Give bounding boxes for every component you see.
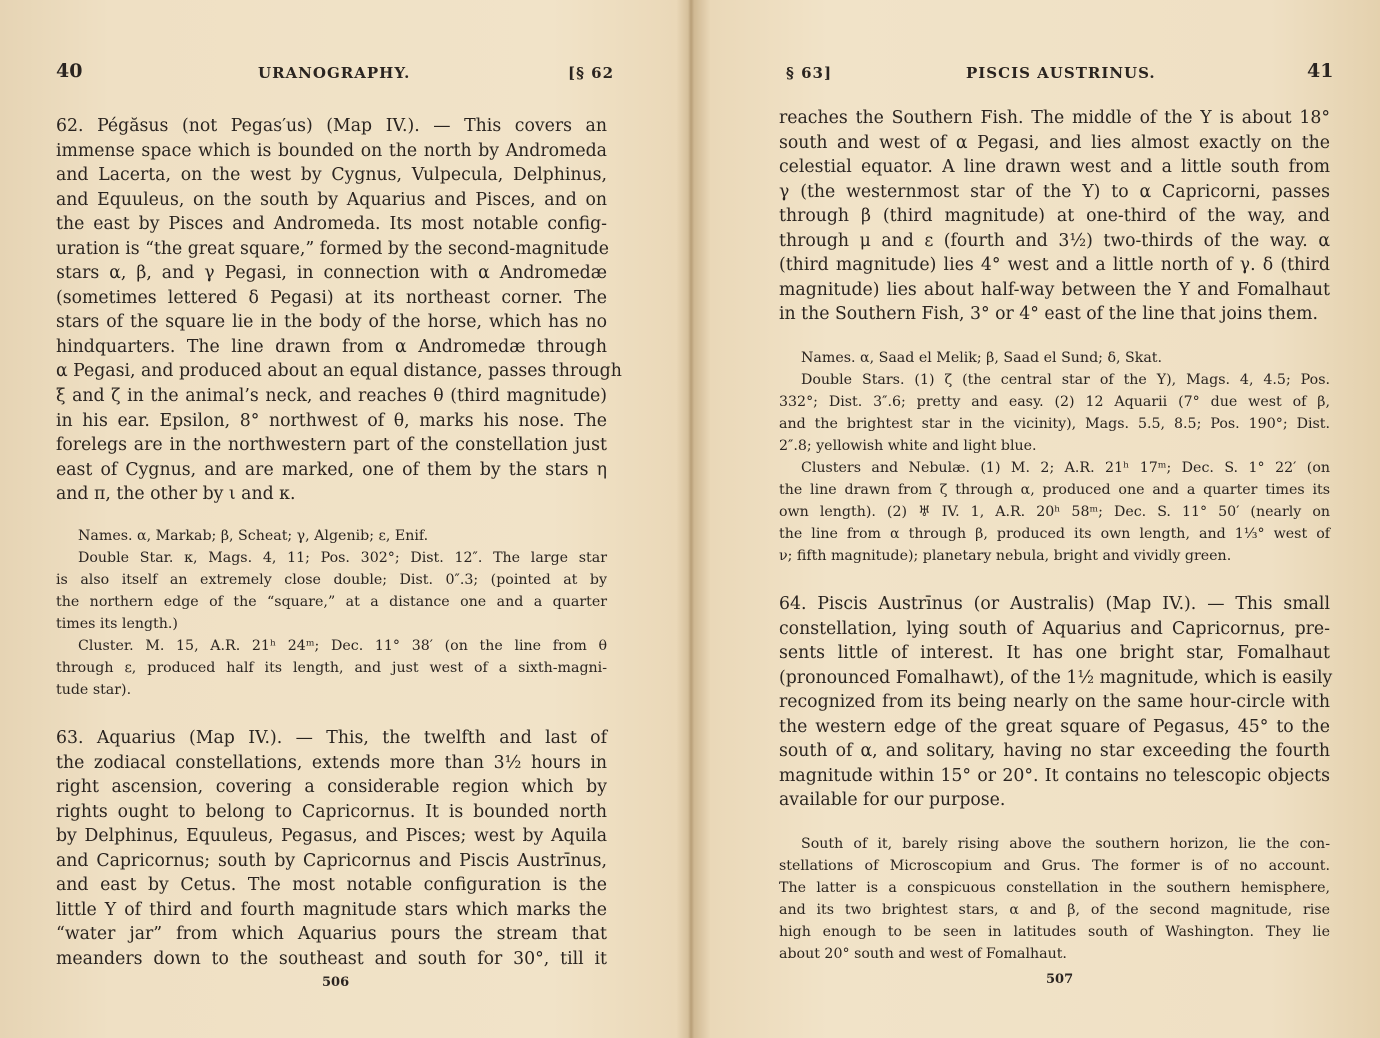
text-line: south and west of α Pegasi, and lies almost exactly on the xyxy=(779,132,1330,153)
note-line: and its two brightest stars, α and β, of the second magnitude, rise xyxy=(779,902,1330,918)
section-64-notes xyxy=(779,833,1330,965)
note-line: high enough to be seen in latitudes south of Washington. They lie xyxy=(779,924,1330,940)
text-line: and Capricornus; south by Capricornus and Piscis Austrīnus, xyxy=(56,850,607,871)
text-line: (third magnitude) lies 4° west and a little north of γ. δ (third xyxy=(779,255,1330,276)
note-line: Names. α, Saad el Melik; β, Saad el Sund; δ, Skat. xyxy=(801,350,1162,366)
note-line: the line from α through β, produced its own length, and 1⅓° west of xyxy=(779,526,1330,542)
note-line: Clusters and Nebulæ. (1) M. 2; A.R. 21ʰ 17ᵐ; Dec. S. 1° 22′ (on xyxy=(801,460,1330,476)
note-line: Names. α, Markab; β, Scheat; γ, Algenib; ε, Enif. xyxy=(78,528,429,544)
text-line: east of Cygnus, and are marked, one of them by the stars η xyxy=(56,459,607,480)
running-head: PISCIS AUSTRINUS. xyxy=(966,64,1156,82)
note-line: Double Stars. (1) ζ (the central star of the Y), Mags. 4, 4.5; Pos. xyxy=(801,372,1330,388)
note-line: The latter is a conspicuous constellation in the southern hemisphere, xyxy=(779,880,1330,896)
text-line: the western edge of the great square of Pegasus, 45° to the xyxy=(779,716,1330,737)
text-line: stars of the square lie in the body of the horse, which has no xyxy=(56,312,607,333)
text-line: stars α, β, and γ Pegasi, in connection with α Andromedæ xyxy=(56,263,607,284)
note-line: own length). (2) ♅ IV. 1, A.R. 20ʰ 58ᵐ; Dec. S. 11° 50′ (nearly on xyxy=(779,504,1330,520)
text-line: constellation, lying south of Aquarius and Capricornus, pre- xyxy=(779,618,1330,639)
text-line: meanders down to the southeast and south for 30°, till it xyxy=(56,948,607,969)
note-line: 332°; Dist. 3″.6; pretty and easy. (2) 12 Aquarii (7° due west of β, xyxy=(779,394,1330,410)
text-line: and Lacerta, on the west by Cygnus, Vulpecula, Delphinus, xyxy=(56,165,607,186)
text-line: and π, the other by ι and κ. xyxy=(56,484,296,505)
text-line: through β (third magnitude) at one-third of the way, and xyxy=(779,206,1330,227)
note-line: the line drawn from ζ through α, produced one and a quarter times its xyxy=(779,482,1330,498)
text-line: “water jar” from which Aquarius pours the stream that xyxy=(56,924,607,945)
note-line: times its length.) xyxy=(56,616,178,632)
note-line: Double Star. κ, Mags. 4, 11; Pos. 302°; Dist. 12″. The large star xyxy=(78,550,607,566)
page-number: 41 xyxy=(1307,60,1334,82)
text-line: recognized from its being nearly on the same hour-circle with xyxy=(779,692,1330,713)
section-62-paragraph xyxy=(56,114,622,507)
note-line: stellations of Microscopium and Grus. The former is of no account. xyxy=(779,858,1330,874)
section-63-continuation xyxy=(779,106,1330,327)
text-line: little Y of third and fourth magnitude stars which marks the xyxy=(56,899,607,920)
section-ref: § 63] xyxy=(786,64,833,82)
text-line: reaches the Southern Fish. The middle of the Y is about 18° xyxy=(779,108,1330,128)
text-line: 62. Pégăsus (not Pegas′us) (Map IV.). — This covers an xyxy=(56,116,607,136)
text-line: south of α, and solitary, having no star exceeding the fourth xyxy=(779,741,1330,762)
note-line: South of it, barely rising above the southern horizon, lie the con- xyxy=(801,836,1330,852)
section-63-notes xyxy=(779,347,1330,567)
note-line: and the brightest star in the vicinity), Mags. 5.5, 8.5; Pos. 190°; Dist. xyxy=(779,416,1330,432)
text-line: through μ and ε (fourth and 3½) two-thirds of the way. α xyxy=(779,230,1330,251)
text-line: (pronounced Fomalhawt), of the 1½ magnitude, which is easily xyxy=(779,667,1333,688)
text-line: sents little of interest. It has one bright star, Fomalhaut xyxy=(779,643,1330,664)
text-line: and east by Cetus. The most notable configuration is the xyxy=(56,875,607,896)
page-number: 40 xyxy=(56,60,83,82)
text-line: α Pegasi, and produced about an equal distance, passes through xyxy=(56,361,622,382)
note-line: 2″.8; yellowish white and light blue. xyxy=(779,438,1037,454)
text-line: γ (the westernmost star of the Y) to α Capricorni, passes xyxy=(779,181,1330,202)
section-64-paragraph xyxy=(779,592,1333,813)
text-line: magnitude within 15° or 20°. It contains no telescopic objects xyxy=(779,765,1330,786)
signature-mark: 506 xyxy=(322,975,350,990)
text-line: in the Southern Fish, 3° or 4° east of the line that joins them. xyxy=(779,304,1319,325)
text-line: forelegs are in the northwestern part of the constellation just xyxy=(56,435,607,456)
text-line: by Delphinus, Equuleus, Pegasus, and Pisces; west by Aquila xyxy=(56,826,607,847)
note-line: about 20° south and west of Fomalhaut. xyxy=(779,946,1067,962)
text-line: and Equuleus, on the south by Aquarius and Pisces, and on xyxy=(56,189,607,210)
text-line: 63. Aquarius (Map IV.). — This, the twelfth and last of xyxy=(56,728,607,748)
text-line: available for our purpose. xyxy=(779,790,1006,811)
text-line: magnitude) lies about half-way between the Y and Fomalhaut xyxy=(779,279,1330,300)
right-page xyxy=(690,0,1380,1038)
note-line: ν; fifth magnitude); planetary nebula, bright and vividly green. xyxy=(779,548,1232,564)
note-line: Cluster. M. 15, A.R. 21ʰ 24ᵐ; Dec. 11° 38′ (on the line from θ xyxy=(78,638,607,654)
running-head: URANOGRAPHY. xyxy=(258,64,411,82)
text-line: ξ and ζ in the animal’s neck, and reaches θ (third magnitude) xyxy=(56,386,607,407)
text-line: celestial equator. A line drawn west and a little south from xyxy=(779,157,1330,178)
text-line: 64. Piscis Austrīnus (or Australis) (Map IV.). — This small xyxy=(779,594,1330,614)
text-line: right ascension, covering a considerable region which by xyxy=(56,777,607,798)
note-line: the northern edge of the “square,” at a distance one and a quarter xyxy=(56,594,607,610)
text-line: immense space which is bounded on the north by Andromeda xyxy=(56,140,607,161)
section-62-notes xyxy=(56,525,607,701)
text-line: rights ought to belong to Capricornus. It is bounded north xyxy=(56,801,607,822)
section-63-paragraph xyxy=(56,726,607,971)
text-line: (sometimes lettered δ Pegasi) at its northeast corner. The xyxy=(56,287,607,308)
section-ref: [§ 62 xyxy=(568,64,615,82)
text-line: the zodiacal constellations, extends more than 3½ hours in xyxy=(56,752,607,773)
note-line: is also itself an extremely close double; Dist. 0″.3; (pointed at by xyxy=(56,572,607,588)
text-line: the east by Pisces and Andromeda. Its most notable config- xyxy=(56,214,607,235)
text-line: hindquarters. The line drawn from α Andromedæ through xyxy=(56,336,607,357)
note-line: through ε, produced half its length, and just west of a sixth-magni- xyxy=(56,660,607,676)
signature-mark: 507 xyxy=(1046,972,1074,987)
text-line: uration is “the great square,” formed by the second-magnitude xyxy=(56,238,609,259)
text-line: in his ear. Epsilon, 8° northwest of θ, marks his nose. The xyxy=(56,410,607,431)
note-line: tude star). xyxy=(56,682,132,698)
